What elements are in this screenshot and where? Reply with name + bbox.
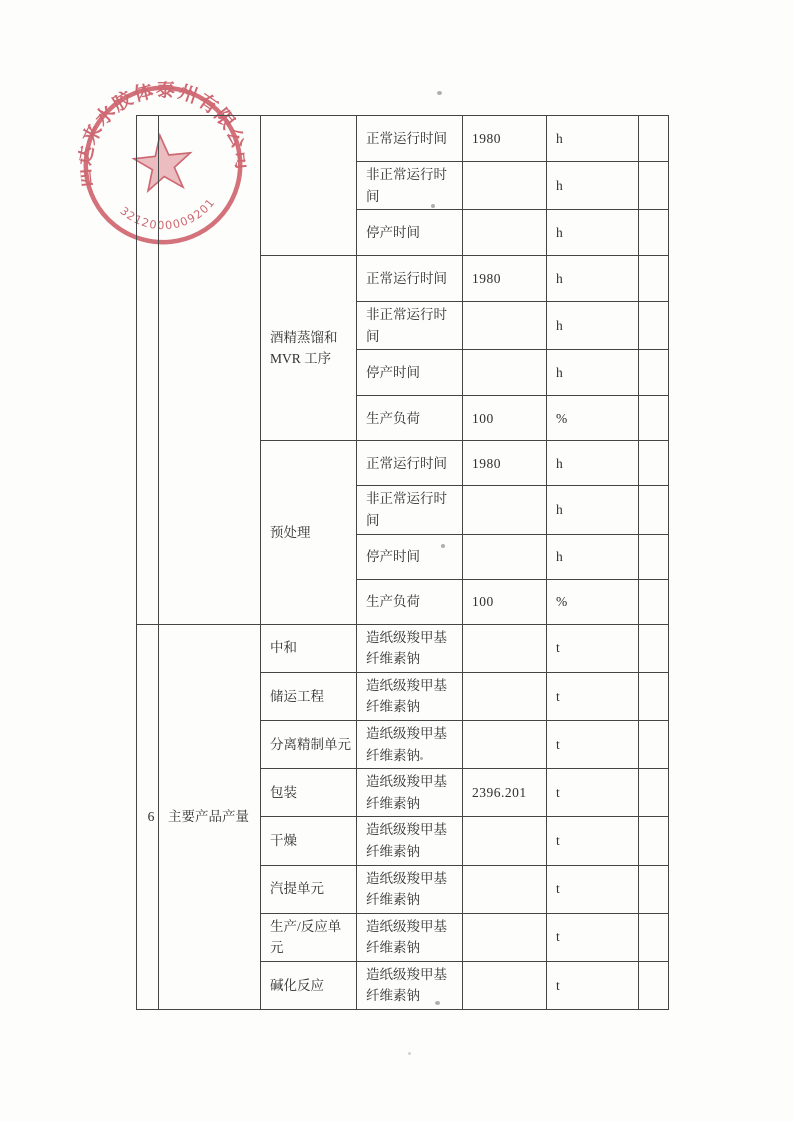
cell-process: 包装 bbox=[261, 769, 357, 817]
cell-value: 1980 bbox=[463, 116, 547, 162]
cell-unit: h bbox=[547, 116, 639, 162]
cell-process: 汽提单元 bbox=[261, 865, 357, 913]
cell-product: 造纸级羧甲基纤维素钠 bbox=[357, 865, 463, 913]
cell-process: 预处理 bbox=[261, 441, 357, 624]
cell-value bbox=[463, 302, 547, 350]
cell-item: 正常运行时间 bbox=[357, 256, 463, 302]
cell-process bbox=[261, 116, 357, 256]
cell-unit: h bbox=[547, 441, 639, 486]
scan-speck bbox=[420, 757, 423, 760]
cell-value bbox=[463, 534, 547, 579]
cell-product: 造纸级羧甲基纤维素钠 bbox=[357, 913, 463, 961]
cell-value bbox=[463, 486, 547, 534]
cell-product: 造纸级羧甲基纤维素钠 bbox=[357, 961, 463, 1009]
cell-empty bbox=[639, 913, 669, 961]
cell-item: 生产负荷 bbox=[357, 579, 463, 624]
cell-process: 碱化反应 bbox=[261, 961, 357, 1009]
cell-item: 停产时间 bbox=[357, 350, 463, 396]
cell-process: 干燥 bbox=[261, 817, 357, 865]
cell-process: 酒精蒸馏和MVR 工序 bbox=[261, 256, 357, 441]
cell-empty bbox=[639, 116, 669, 162]
cell-item: 非正常运行时间 bbox=[357, 162, 463, 210]
cell-value bbox=[463, 350, 547, 396]
cell-value: 100 bbox=[463, 396, 547, 441]
cell-item: 非正常运行时间 bbox=[357, 486, 463, 534]
cell-unit: t bbox=[547, 769, 639, 817]
cell-empty bbox=[639, 534, 669, 579]
cell-empty bbox=[639, 865, 669, 913]
cell-process: 分离精制单元 bbox=[261, 720, 357, 768]
cell-value bbox=[463, 162, 547, 210]
cell-unit: % bbox=[547, 579, 639, 624]
cell-unit: h bbox=[547, 210, 639, 256]
cell-empty bbox=[639, 769, 669, 817]
cell-row-no: 6 bbox=[137, 624, 159, 1010]
cell-unit: t bbox=[547, 865, 639, 913]
cell-empty bbox=[639, 672, 669, 720]
cell-category: 主要产品产量 bbox=[159, 624, 261, 1010]
cell-unit: t bbox=[547, 624, 639, 672]
cell-empty bbox=[639, 396, 669, 441]
cell-product: 造纸级羧甲基纤维素钠 bbox=[357, 817, 463, 865]
cell-unit: h bbox=[547, 256, 639, 302]
cell-unit: h bbox=[547, 162, 639, 210]
cell-empty bbox=[639, 210, 669, 256]
cell-value bbox=[463, 624, 547, 672]
cell-unit: h bbox=[547, 534, 639, 579]
table-row bbox=[137, 624, 669, 672]
cell-process: 中和 bbox=[261, 624, 357, 672]
cell-process: 储运工程 bbox=[261, 672, 357, 720]
cell-empty bbox=[639, 350, 669, 396]
cell-value bbox=[463, 913, 547, 961]
cell-product: 造纸级羧甲基纤维素钠 bbox=[357, 769, 463, 817]
scan-speck bbox=[437, 91, 442, 95]
cell-product: 造纸级羧甲基纤维素钠 bbox=[357, 624, 463, 672]
cell-value bbox=[463, 817, 547, 865]
cell-empty bbox=[639, 817, 669, 865]
cell-empty bbox=[639, 162, 669, 210]
cell-value bbox=[463, 865, 547, 913]
cell-unit: t bbox=[547, 961, 639, 1009]
cell-value: 2396.201 bbox=[463, 769, 547, 817]
cell-empty bbox=[639, 624, 669, 672]
cell-empty bbox=[639, 961, 669, 1009]
scan-speck bbox=[431, 204, 435, 208]
cell-item: 正常运行时间 bbox=[357, 441, 463, 486]
cell-unit: h bbox=[547, 486, 639, 534]
cell-row-no bbox=[137, 116, 159, 625]
cell-value: 100 bbox=[463, 579, 547, 624]
report-table bbox=[136, 115, 669, 1010]
cell-item: 正常运行时间 bbox=[357, 116, 463, 162]
cell-unit: t bbox=[547, 817, 639, 865]
scan-speck bbox=[441, 544, 445, 548]
cell-item: 非正常运行时间 bbox=[357, 302, 463, 350]
cell-item: 生产负荷 bbox=[357, 396, 463, 441]
cell-unit: t bbox=[547, 720, 639, 768]
cell-value bbox=[463, 210, 547, 256]
cell-product: 造纸级羧甲基纤维素钠 bbox=[357, 672, 463, 720]
stamp-company-name: 西达来水胶体泰州有限公司 bbox=[71, 78, 255, 189]
cell-empty bbox=[639, 579, 669, 624]
cell-value bbox=[463, 672, 547, 720]
table-row bbox=[137, 116, 669, 162]
cell-value bbox=[463, 720, 547, 768]
cell-empty bbox=[639, 720, 669, 768]
cell-unit: h bbox=[547, 302, 639, 350]
cell-category bbox=[159, 116, 261, 625]
cell-empty bbox=[639, 256, 669, 302]
scan-speck bbox=[435, 1001, 440, 1005]
cell-value: 1980 bbox=[463, 441, 547, 486]
cell-empty bbox=[639, 302, 669, 350]
cell-item: 停产时间 bbox=[357, 210, 463, 256]
cell-unit: t bbox=[547, 913, 639, 961]
cell-product: 造纸级羧甲基纤维素钠 bbox=[357, 720, 463, 768]
cell-value: 1980 bbox=[463, 256, 547, 302]
cell-unit: t bbox=[547, 672, 639, 720]
stamp-code: 3212000009201 bbox=[117, 195, 218, 233]
cell-process: 生产/反应单元 bbox=[261, 913, 357, 961]
cell-value bbox=[463, 961, 547, 1009]
cell-item: 停产时间 bbox=[357, 534, 463, 579]
cell-unit: % bbox=[547, 396, 639, 441]
cell-empty bbox=[639, 441, 669, 486]
cell-empty bbox=[639, 486, 669, 534]
scan-speck bbox=[408, 1052, 411, 1055]
cell-unit: h bbox=[547, 350, 639, 396]
